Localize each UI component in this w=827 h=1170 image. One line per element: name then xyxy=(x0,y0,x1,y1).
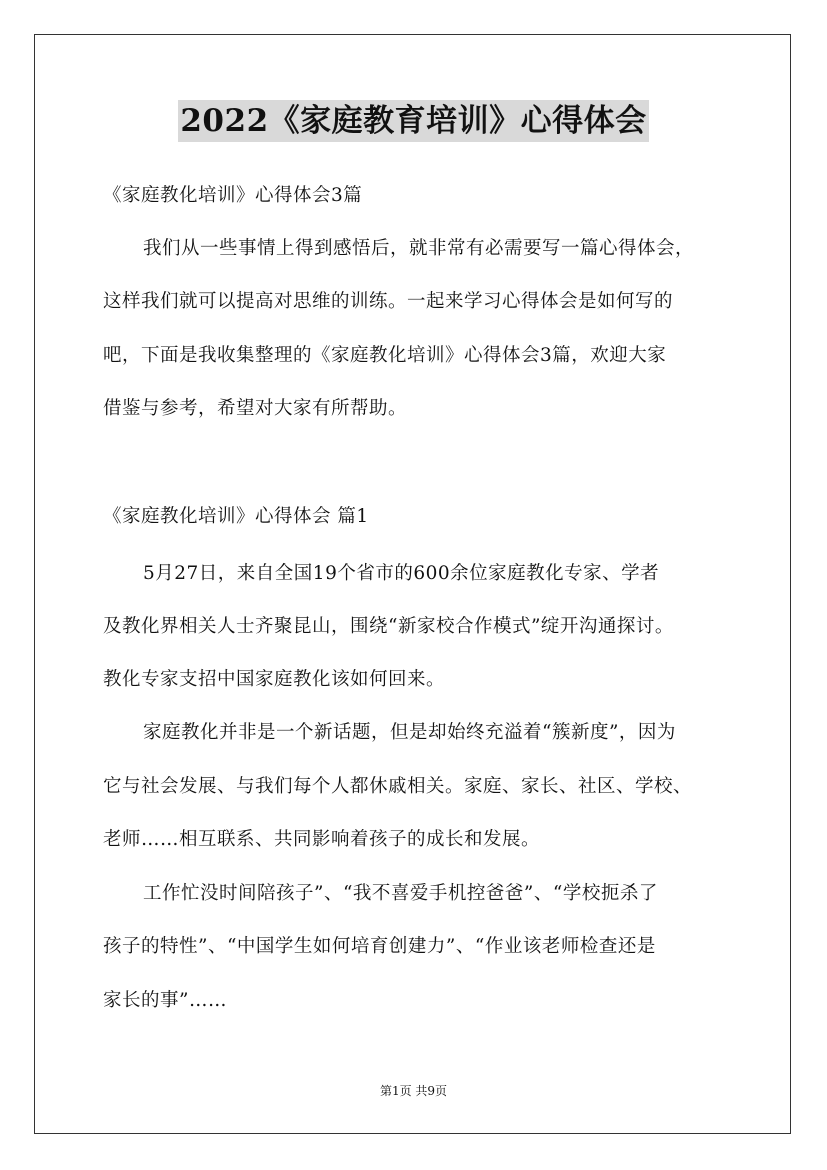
paragraph-line: 老师……相互联系、共同影响着孩子的成长和发展。 xyxy=(103,829,541,850)
intro-line: 吧，下面是我收集整理的《家庭教化培训》心得体会3篇，欢迎大家 xyxy=(103,345,667,366)
paragraph-line: 及教化界相关人士齐聚昆山，围绕“新家校合作模式”绽开沟通探讨。 xyxy=(103,616,674,637)
section-heading: 《家庭教化培训》心得体会 篇1 xyxy=(103,506,369,527)
document-title: 2022《家庭教育培训》心得体会 xyxy=(178,100,648,142)
paragraph-line: 家庭教化并非是一个新话题，但是却始终充溢着“簇新度”，因为 xyxy=(143,722,676,743)
paragraph-line: 5月27日，来自全国19个省市的600余位家庭教化专家、学者 xyxy=(143,563,660,584)
paragraph-line: 它与社会发展、与我们每个人都休戚相关。家庭、家长、社区、学校、 xyxy=(103,776,693,797)
title-container xyxy=(0,100,827,142)
intro-line: 这样我们就可以提高对思维的训练。一起来学习心得体会是如何写的 xyxy=(103,291,674,312)
intro-line: 借鉴与参考，希望对大家有所帮助。 xyxy=(103,398,408,419)
intro-line: 我们从一些事情上得到感悟后，就非常有必需要写一篇心得体会， xyxy=(143,238,695,259)
paragraph-line: 孩子的特性”、“中国学生如何培育创建力”、“作业该老师检查还是 xyxy=(103,936,656,957)
subtitle: 《家庭教化培训》心得体会3篇 xyxy=(103,185,363,206)
paragraph-line: 工作忙没时间陪孩子”、“我不喜爱手机控爸爸”、“学校扼杀了 xyxy=(143,883,658,904)
page-footer: 第1页 共9页 xyxy=(379,1084,448,1098)
paragraph-line: 家长的事”…… xyxy=(103,990,227,1011)
paragraph-line: 教化专家支招中国家庭教化该如何回来。 xyxy=(103,669,446,690)
